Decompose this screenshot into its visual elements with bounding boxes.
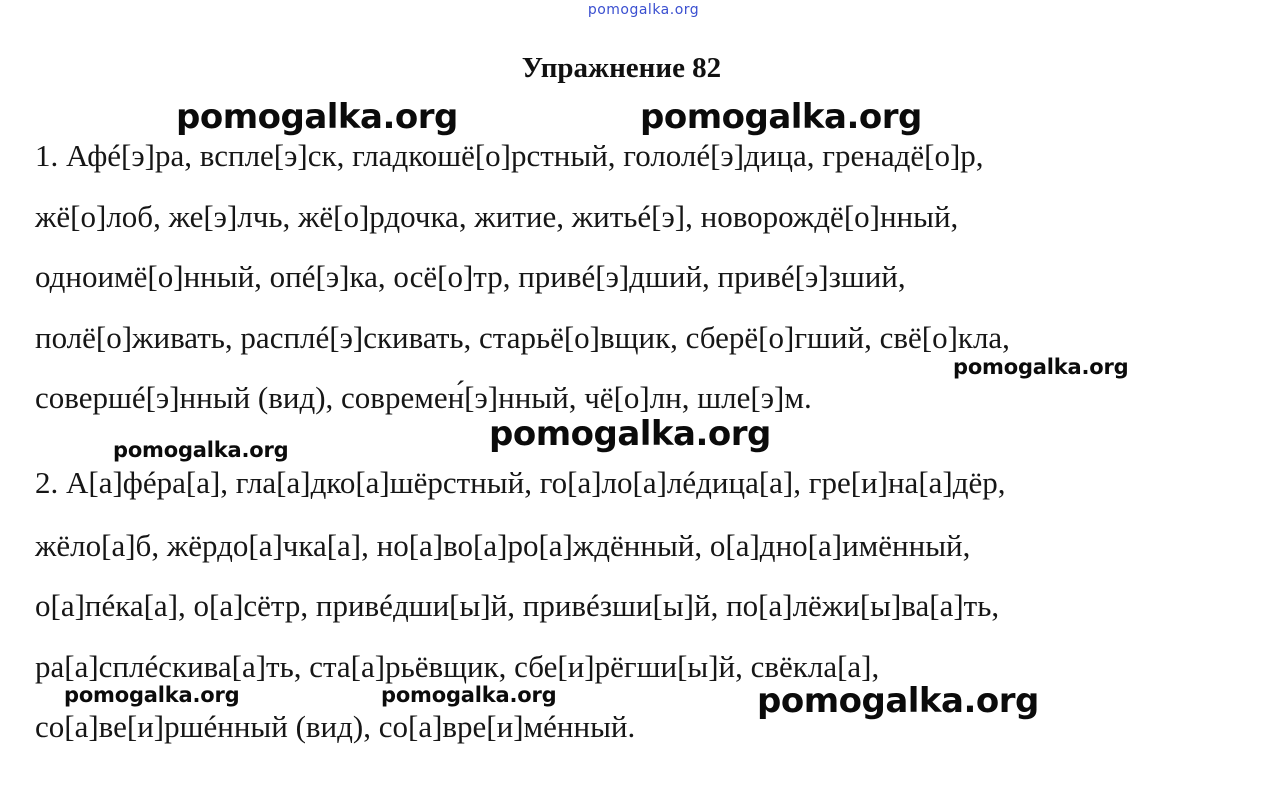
exercise-line-4: полё[о]живать, расплé[э]скивать, старьё[о]вщик, сберё[о]гший, свё[о]кла, bbox=[35, 320, 1010, 355]
exercise-line-2: жё[о]лоб, же[э]лчь, жё[о]рдочка, житие, житьé[э], новорождё[о]нный, bbox=[35, 199, 959, 234]
exercise-title: Упражнение 82 bbox=[521, 52, 722, 84]
watermark: pomogalka.org bbox=[381, 683, 557, 707]
exercise-line-6: 2. А[а]фéра[а], гла[а]дко[а]шёрстный, го[а]ло[а]лéдица[а], гре[и]на[а]дёр, bbox=[35, 465, 1006, 500]
exercise-line-1: 1. Афé[э]ра, вспле[э]ск, гладкошё[о]рстный, гололé[э]дица, гренадё[о]р, bbox=[35, 138, 984, 173]
watermark: pomogalka.org bbox=[113, 438, 289, 462]
exercise-line-9: ра[а]сплéскива[а]ть, ста[а]рьёвщик, сбе[и]рёгши[ы]й, свёкла[а], bbox=[35, 649, 880, 684]
site-link[interactable]: pomogalka.org bbox=[587, 2, 700, 18]
exercise-line-3: одноимё[о]нный, опé[э]ка, осё[о]тр, привé[э]дший, привé[э]зший, bbox=[35, 259, 906, 294]
watermark: pomogalka.org bbox=[64, 683, 240, 707]
watermark: pomogalka.org bbox=[757, 681, 1039, 721]
watermark: pomogalka.org bbox=[953, 355, 1129, 379]
exercise-line-10: со[а]ве[и]ршéнный (вид), со[а]вре[и]мéнный. bbox=[35, 709, 636, 744]
exercise-line-8: о[а]пéка[а], о[а]сётр, привéдши[ы]й, привéзши[ы]й, по[а]лёжи[ы]ва[а]ть, bbox=[35, 588, 1000, 623]
exercise-line-7: жёло[а]б, жёрдо[а]чка[а], но[а]во[а]ро[а]ждённый, о[а]дно[а]имённый, bbox=[35, 528, 971, 563]
exercise-line-5: совершé[э]нный (вид), современ́[э]нный, чё[о]лн, шле[э]м. bbox=[35, 380, 812, 415]
watermark: pomogalka.org bbox=[489, 414, 771, 454]
watermark: pomogalka.org bbox=[640, 97, 922, 137]
watermark: pomogalka.org bbox=[176, 97, 458, 137]
